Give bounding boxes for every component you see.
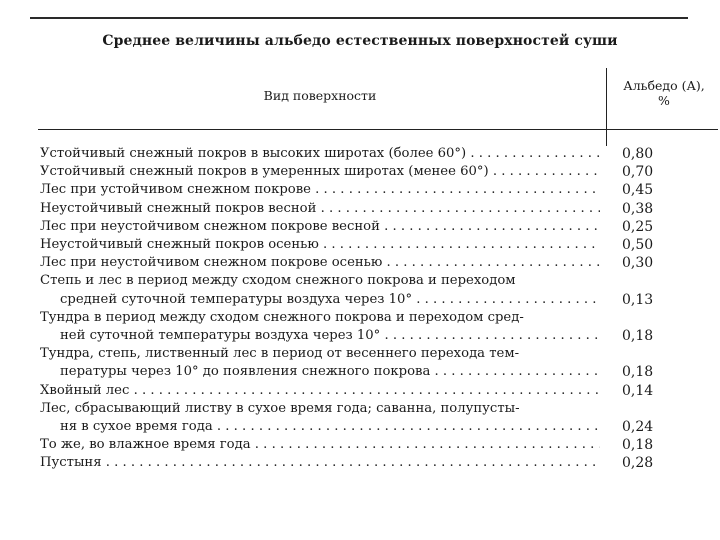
table-title: Среднее величины альбедо естественных поверхностей суши [102,33,618,49]
surface-description-line: Степь и лес в период между сходом снежного покрова и переходом [40,273,516,289]
albedo-value: 0,80 [622,146,654,162]
surface-description [40,309,600,345]
surface-description-line: Пустыня . . . [40,454,600,472]
surface-description [40,236,600,254]
albedo-value: 0,24 [622,419,654,436]
header-surface-type: Вид поверхности [263,88,377,103]
header-rule [38,129,718,130]
surface-description-line: Тундра в период между сходом снежного покрова и переходом сред- [40,309,524,325]
surface-description [40,145,600,163]
surface-description [40,400,600,436]
surface-description-line: Лес при неустойчивом снежном покрове весной . . . [40,218,600,236]
table-row [40,382,720,400]
table-row [40,345,720,381]
surface-description-line: Лес при неустойчивом снежном покрове осенью . . . [40,254,600,272]
surface-description-line: Устойчивый снежный покров в высоких широтах (более 60°) . . . [40,145,600,163]
surface-description [40,163,600,181]
table-row [40,309,720,345]
surface-description [40,345,600,381]
albedo-value: 0,18 [622,328,654,345]
albedo-value: 0,14 [622,382,654,399]
surface-description-line: Лес, сбрасывающий листву в сухое время года; саванна, полупусты- [40,400,520,416]
table-row [40,236,720,254]
surface-description-line: Неустойчивый снежный покров осенью . . . [40,236,600,254]
albedo-value: 0,70 [622,164,654,181]
header-albedo-label: Альбедо (А), [623,78,705,93]
albedo-value: 0,25 [622,218,654,235]
surface-description-line: Лес при устойчивом снежном покрове . . . [40,181,600,199]
surface-description [40,200,600,218]
column-divider [606,68,607,146]
surface-description-line: То же, во влажное время года . . . [40,436,600,454]
surface-description-line: пературы через 10° до появления снежного покрова . . . [40,363,600,381]
table-row [40,145,720,163]
surface-description-line: ня в сухое время года . . . [40,418,600,436]
surface-description-line: Хвойный лес . . . [40,382,600,400]
table-row [40,181,720,199]
surface-description [40,382,600,400]
table-row [40,218,720,236]
albedo-value: 0,38 [622,200,654,217]
albedo-value: 0,18 [622,364,654,381]
albedo-value: 0,45 [622,182,654,199]
surface-description [40,181,600,199]
table-row [40,454,720,472]
surface-description [40,254,600,272]
surface-description-line: Неустойчивый снежный покров весной . . . [40,200,600,218]
surface-description [40,454,600,472]
table-row [40,200,720,218]
header-albedo-unit: % [658,93,670,108]
table-row [40,163,720,181]
albedo-value: 0,28 [622,455,654,472]
surface-description [40,218,600,236]
albedo-value: 0,30 [622,255,654,272]
table-row [40,400,720,436]
surface-description-line: Устойчивый снежный покров в умеренных широтах (менее 60°) . . . [40,163,600,181]
surface-description-line: ней суточной температуры воздуха через 10° . . . [40,327,600,345]
albedo-value: 0,13 [622,291,654,308]
top-rule [30,17,688,19]
albedo-table-body [40,145,720,473]
header-albedo [608,78,720,108]
surface-description-line: Тундра, степь, лиственный лес в период от весеннего перехода тем- [40,346,520,362]
table-row [40,254,720,272]
albedo-value: 0,18 [622,437,654,454]
surface-description [40,436,600,454]
surface-description [40,272,600,308]
surface-description-line: средней суточной температуры воздуха через 10° . . . [40,291,600,309]
table-row [40,436,720,454]
albedo-value: 0,50 [622,237,654,254]
table-row [40,272,720,308]
